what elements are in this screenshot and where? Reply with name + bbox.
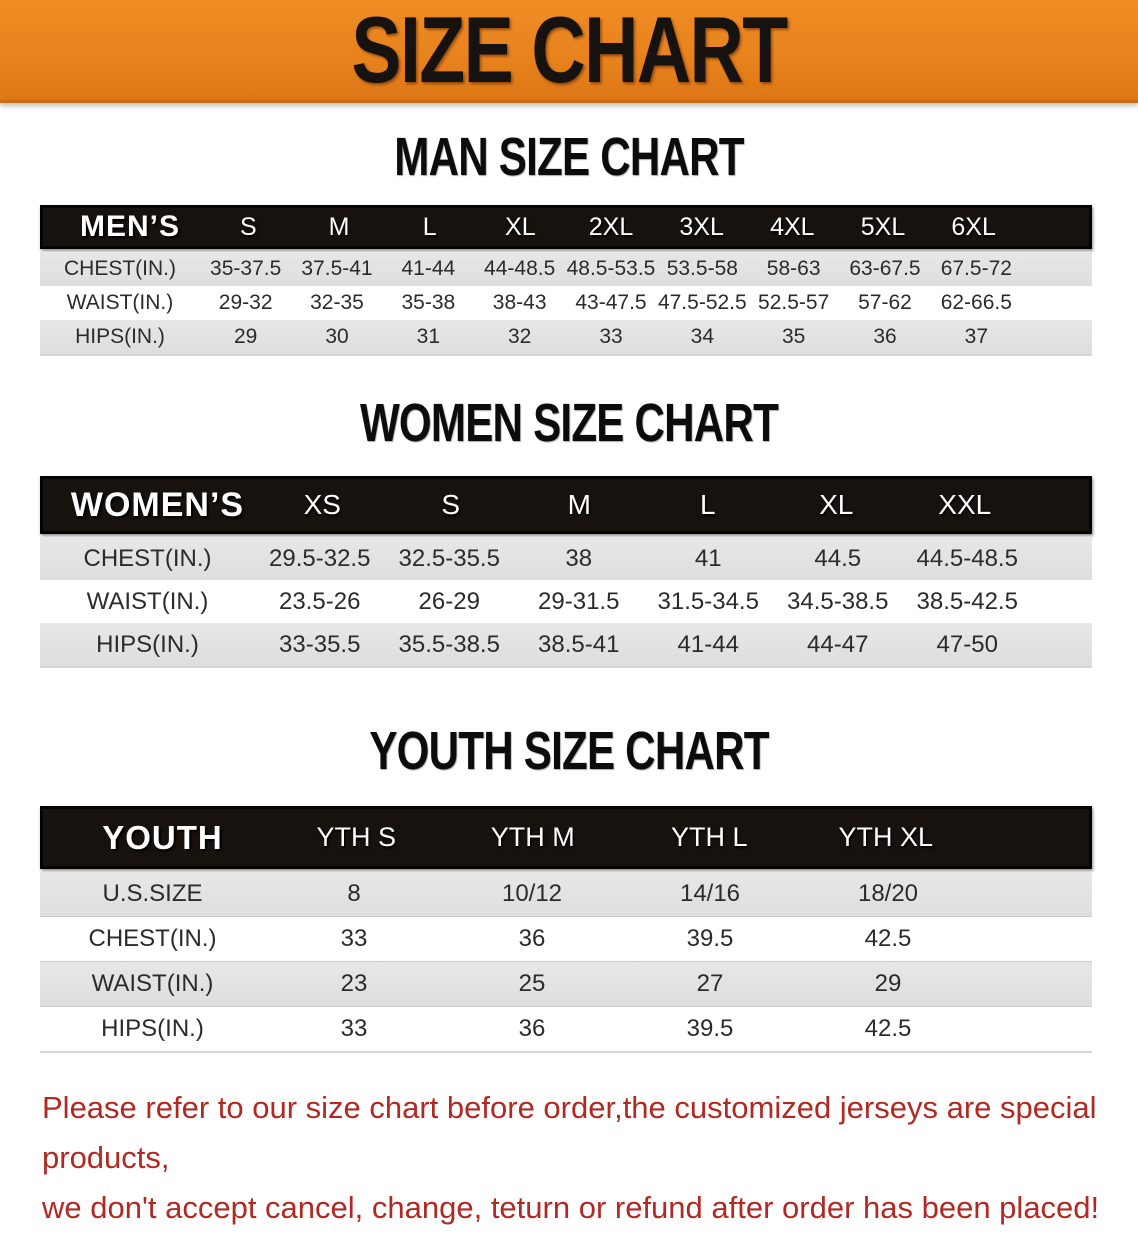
table-cell: 47-50 <box>936 630 998 658</box>
table-cell: 29.5-32.5 <box>269 544 371 572</box>
table-cell: 36 <box>873 325 897 348</box>
table-cell: 35-38 <box>401 291 456 314</box>
table-cell: 37.5-41 <box>301 257 373 280</box>
table-cell: 31 <box>416 325 440 348</box>
women-hips-row <box>40 623 1092 668</box>
table-cell: 35.5-38.5 <box>398 630 500 658</box>
table-cell: 36 <box>518 925 546 952</box>
table-cell: 41-44 <box>677 630 739 658</box>
men-waist-row <box>40 286 1092 320</box>
table-cell: 26-29 <box>418 587 480 615</box>
row-label: CHEST(IN.) <box>83 544 212 572</box>
table-cell: 23 <box>340 970 368 997</box>
men-chest-row <box>40 252 1092 286</box>
table-cell: 53.5-58 <box>666 257 738 280</box>
youth-size-xl: YTH XL <box>838 822 934 852</box>
women-corner-label: WOMEN’S <box>70 485 245 524</box>
women-size-l: L <box>699 489 716 520</box>
row-label: WAIST(IN.) <box>66 291 174 314</box>
youth-section-title-text: YOUTH SIZE CHART <box>369 721 769 781</box>
table-cell: 32.5-35.5 <box>398 544 500 572</box>
men-size-5xl: 5XL <box>860 212 906 241</box>
youth-waist-row <box>40 961 1092 1006</box>
table-cell: 43-47.5 <box>575 291 647 314</box>
youth-size-table <box>40 806 1092 1053</box>
row-label: U.S.SIZE <box>102 880 203 907</box>
table-cell: 67.5-72 <box>940 257 1012 280</box>
row-label: WAIST(IN.) <box>91 970 214 997</box>
table-cell: 44-48.5 <box>484 257 556 280</box>
table-cell: 35 <box>781 325 806 348</box>
youth-hips-row <box>40 1006 1092 1053</box>
table-cell: 29 <box>874 970 902 997</box>
size-chart-banner <box>0 0 1138 103</box>
disclaimer-note <box>42 1083 1122 1234</box>
table-cell: 39.5 <box>686 925 734 952</box>
table-cell: 31.5-34.5 <box>657 587 759 615</box>
men-size-3xl: 3XL <box>679 212 724 241</box>
table-cell: 34.5-38.5 <box>787 587 889 615</box>
youth-size-l: YTH L <box>670 822 748 852</box>
table-cell: 44.5 <box>814 544 862 572</box>
table-cell: 29 <box>233 325 258 348</box>
table-cell: 42.5 <box>864 925 912 952</box>
youth-section-title <box>0 721 1138 781</box>
table-cell: 47.5-52.5 <box>657 291 747 314</box>
women-size-xxl: XXL <box>938 489 992 520</box>
men-size-l: L <box>422 212 437 241</box>
row-label: CHEST(IN.) <box>88 925 217 952</box>
table-cell: 58-63 <box>766 257 821 280</box>
women-size-m: M <box>567 489 591 520</box>
table-cell: 33 <box>599 325 623 348</box>
row-label: WAIST(IN.) <box>86 587 209 615</box>
row-label: CHEST(IN.) <box>64 257 176 280</box>
table-cell: 57-62 <box>858 291 912 314</box>
youth-chest-row <box>40 916 1092 961</box>
men-size-m: M <box>328 212 350 241</box>
women-table-header <box>40 476 1092 534</box>
women-section-title <box>0 393 1138 453</box>
men-size-table <box>40 205 1092 356</box>
table-cell: 63-67.5 <box>849 257 921 280</box>
youth-size-m: YTH M <box>490 822 575 852</box>
youth-ussize-row <box>40 872 1092 916</box>
table-cell: 32 <box>507 325 532 348</box>
table-cell: 48.5-53.5 <box>566 257 656 280</box>
row-label: HIPS(IN.) <box>96 630 199 658</box>
table-cell: 37 <box>964 325 988 348</box>
men-section-title-text: MAN SIZE CHART <box>394 127 744 187</box>
men-section-title <box>0 127 1138 187</box>
table-cell: 18/20 <box>857 880 919 907</box>
table-cell: 38 <box>565 544 593 572</box>
table-cell: 38.5-41 <box>538 630 620 658</box>
youth-corner-label: YOUTH <box>102 818 223 856</box>
table-cell: 36 <box>518 1015 546 1042</box>
table-cell: 23.5-26 <box>279 587 361 615</box>
women-size-xs: XS <box>303 489 341 520</box>
table-cell: 33 <box>340 1015 368 1042</box>
table-cell: 39.5 <box>686 1015 734 1042</box>
women-waist-row <box>40 580 1092 623</box>
table-cell: 29-32 <box>218 291 273 314</box>
table-cell: 38-43 <box>492 291 547 314</box>
table-cell: 27 <box>696 970 724 997</box>
table-cell: 38.5-42.5 <box>916 587 1018 615</box>
youth-size-s: YTH S <box>316 822 396 852</box>
women-section-title-text: WOMEN SIZE CHART <box>359 393 779 453</box>
table-cell: 29-31.5 <box>538 587 620 615</box>
disclaimer-line-2: we don't accept cancel, change, teturn or refund after order has been placed! <box>42 1190 1100 1226</box>
table-cell: 14/16 <box>679 880 741 907</box>
table-cell: 41 <box>694 544 722 572</box>
men-corner-label: MEN’S <box>79 210 180 243</box>
table-cell: 41-44 <box>401 257 456 280</box>
women-size-table <box>40 476 1092 668</box>
table-cell: 42.5 <box>864 1015 912 1042</box>
row-label: HIPS(IN.) <box>101 1015 204 1042</box>
table-cell: 32-35 <box>310 291 364 314</box>
men-hips-row <box>40 320 1092 356</box>
men-size-6xl: 6XL <box>951 212 996 241</box>
men-size-4xl: 4XL <box>770 212 815 241</box>
men-size-s: S <box>239 212 257 241</box>
table-cell: 44-47 <box>807 630 869 658</box>
table-cell: 35-37.5 <box>210 257 282 280</box>
table-cell: 44.5-48.5 <box>916 544 1018 572</box>
women-chest-row <box>40 537 1092 580</box>
table-cell: 25 <box>518 970 546 997</box>
table-cell: 8 <box>347 880 361 907</box>
women-size-xl: XL <box>819 489 854 520</box>
men-size-xl: XL <box>505 212 536 241</box>
table-cell: 33-35.5 <box>279 630 361 658</box>
banner-title: SIZE CHART <box>351 0 787 102</box>
table-cell: 34 <box>690 325 714 348</box>
men-table-header <box>40 205 1092 249</box>
table-cell: 52.5-57 <box>758 291 830 314</box>
table-cell: 62-66.5 <box>940 291 1012 314</box>
disclaimer-line-1: Please refer to our size chart before order,the customized jerseys are special products, <box>42 1090 1097 1176</box>
table-cell: 30 <box>325 325 349 348</box>
table-cell: 33 <box>340 925 368 952</box>
men-size-2xl: 2XL <box>588 212 634 241</box>
youth-table-header <box>40 806 1092 869</box>
table-cell: 10/12 <box>501 880 563 907</box>
row-label: HIPS(IN.) <box>75 325 165 348</box>
women-size-s: S <box>441 489 461 520</box>
